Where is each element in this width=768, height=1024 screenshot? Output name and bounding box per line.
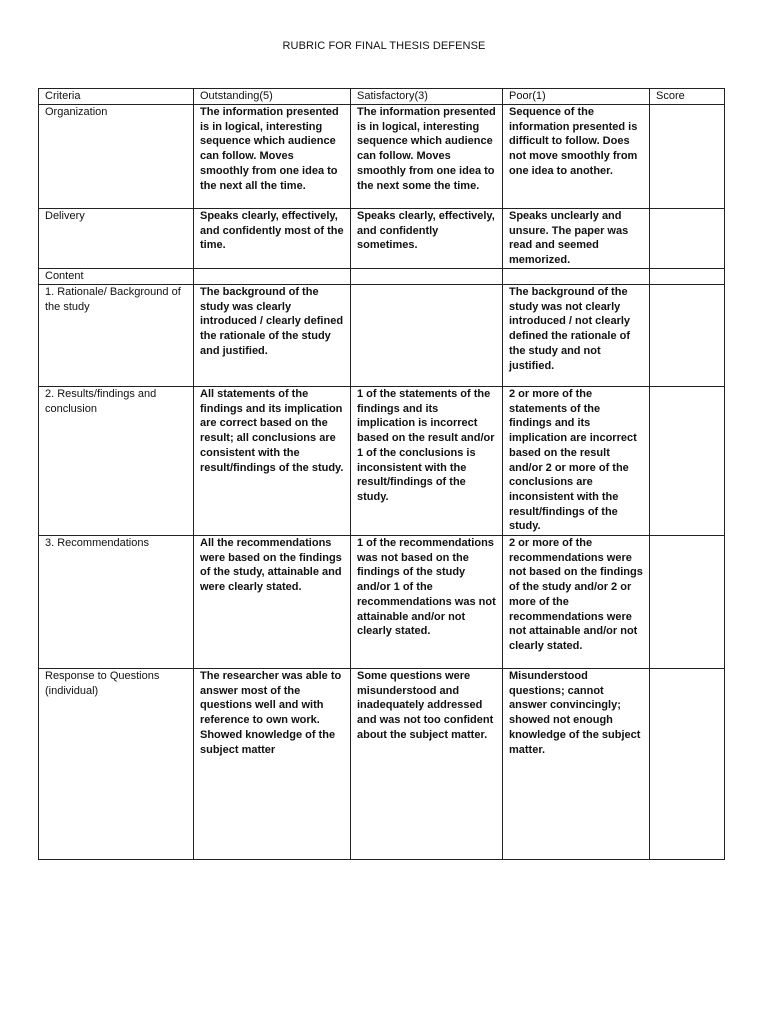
satisfactory-cell: 1 of the statements of the findings and its implication is incorrect based on the result and/or 1 of the conclusions is inconsistent with the result/findings of the study.	[351, 387, 503, 536]
poor-cell: Misunderstood questions; cannot answer convincingly; showed not enough knowledge of the subject matter.	[503, 669, 650, 860]
criteria-cell: 1. Rationale/ Background of the study	[39, 285, 194, 387]
poor-cell	[503, 269, 650, 285]
satisfactory-cell	[351, 285, 503, 387]
criteria-cell: Content	[39, 269, 194, 285]
poor-cell: Speaks unclearly and unsure. The paper was read and seemed memorized.	[503, 209, 650, 269]
table-row	[39, 387, 725, 536]
poor-cell: 2 or more of the recommendations were not based on the findings of the study and/or 2 or more of the recommendations were not attainable and/or not clearly stated.	[503, 536, 650, 669]
outstanding-cell: All statements of the findings and its implication are correct based on the result; all conclusions are consistent with the result/findings of the study.	[194, 387, 351, 536]
header-criteria: Criteria	[39, 89, 194, 105]
poor-cell: 2 or more of the statements of the findings and its implication are incorrect based on the result and/or 2 or more of the conclusions are inconsistent with the result/findings of the study.	[503, 387, 650, 536]
outstanding-cell: Speaks clearly, effectively, and confidently most of the time.	[194, 209, 351, 269]
header-score: Score	[650, 89, 725, 105]
score-cell[interactable]	[650, 209, 725, 269]
satisfactory-cell	[351, 269, 503, 285]
score-cell[interactable]	[650, 536, 725, 669]
score-cell[interactable]	[650, 269, 725, 285]
rubric-table	[38, 88, 725, 860]
table-row	[39, 285, 725, 387]
criteria-cell: Organization	[39, 105, 194, 209]
poor-cell: Sequence of the information presented is difficult to follow. Does not move smoothly from one idea to another.	[503, 105, 650, 209]
header-satisfactory: Satisfactory(3)	[351, 89, 503, 105]
criteria-cell: 3. Recommendations	[39, 536, 194, 669]
header-poor: Poor(1)	[503, 89, 650, 105]
satisfactory-cell: Some questions were misunderstood and inadequately addressed and was not too confident about the subject matter.	[351, 669, 503, 860]
table-row	[39, 209, 725, 269]
table-row	[39, 269, 725, 285]
satisfactory-cell: Speaks clearly, effectively, and confidently sometimes.	[351, 209, 503, 269]
table-row	[39, 536, 725, 669]
outstanding-cell: The information presented is in logical, interesting sequence which audience can follow. Moves smoothly from one idea to the next all the time.	[194, 105, 351, 209]
satisfactory-cell: The information presented is in logical, interesting sequence which audience can follow. Moves smoothly from one idea to the next some the time.	[351, 105, 503, 209]
table-row	[39, 105, 725, 209]
table-row	[39, 669, 725, 860]
outstanding-cell: The background of the study was clearly introduced / clearly defined the rationale of the study and justified.	[194, 285, 351, 387]
score-cell[interactable]	[650, 387, 725, 536]
criteria-cell: Delivery	[39, 209, 194, 269]
outstanding-cell	[194, 269, 351, 285]
document-title: RUBRIC FOR FINAL THESIS DEFENSE	[282, 40, 486, 52]
satisfactory-cell: 1 of the recommendations was not based on the findings of the study and/or 1 of the recommendations was not attainable and/or not clearly stated.	[351, 536, 503, 669]
outstanding-cell: The researcher was able to answer most of the questions well and with reference to own work. Showed knowledge of the subject matter	[194, 669, 351, 860]
score-cell[interactable]	[650, 285, 725, 387]
score-cell[interactable]	[650, 105, 725, 209]
header-outstanding: Outstanding(5)	[194, 89, 351, 105]
criteria-cell: Response to Questions (individual)	[39, 669, 194, 860]
poor-cell: The background of the study was not clearly introduced / not clearly defined the rationale of the study and not justified.	[503, 285, 650, 387]
header-row	[39, 89, 725, 105]
criteria-cell: 2. Results/findings and conclusion	[39, 387, 194, 536]
score-cell[interactable]	[650, 669, 725, 860]
outstanding-cell: All the recommendations were based on the findings of the study, attainable and were clearly stated.	[194, 536, 351, 669]
